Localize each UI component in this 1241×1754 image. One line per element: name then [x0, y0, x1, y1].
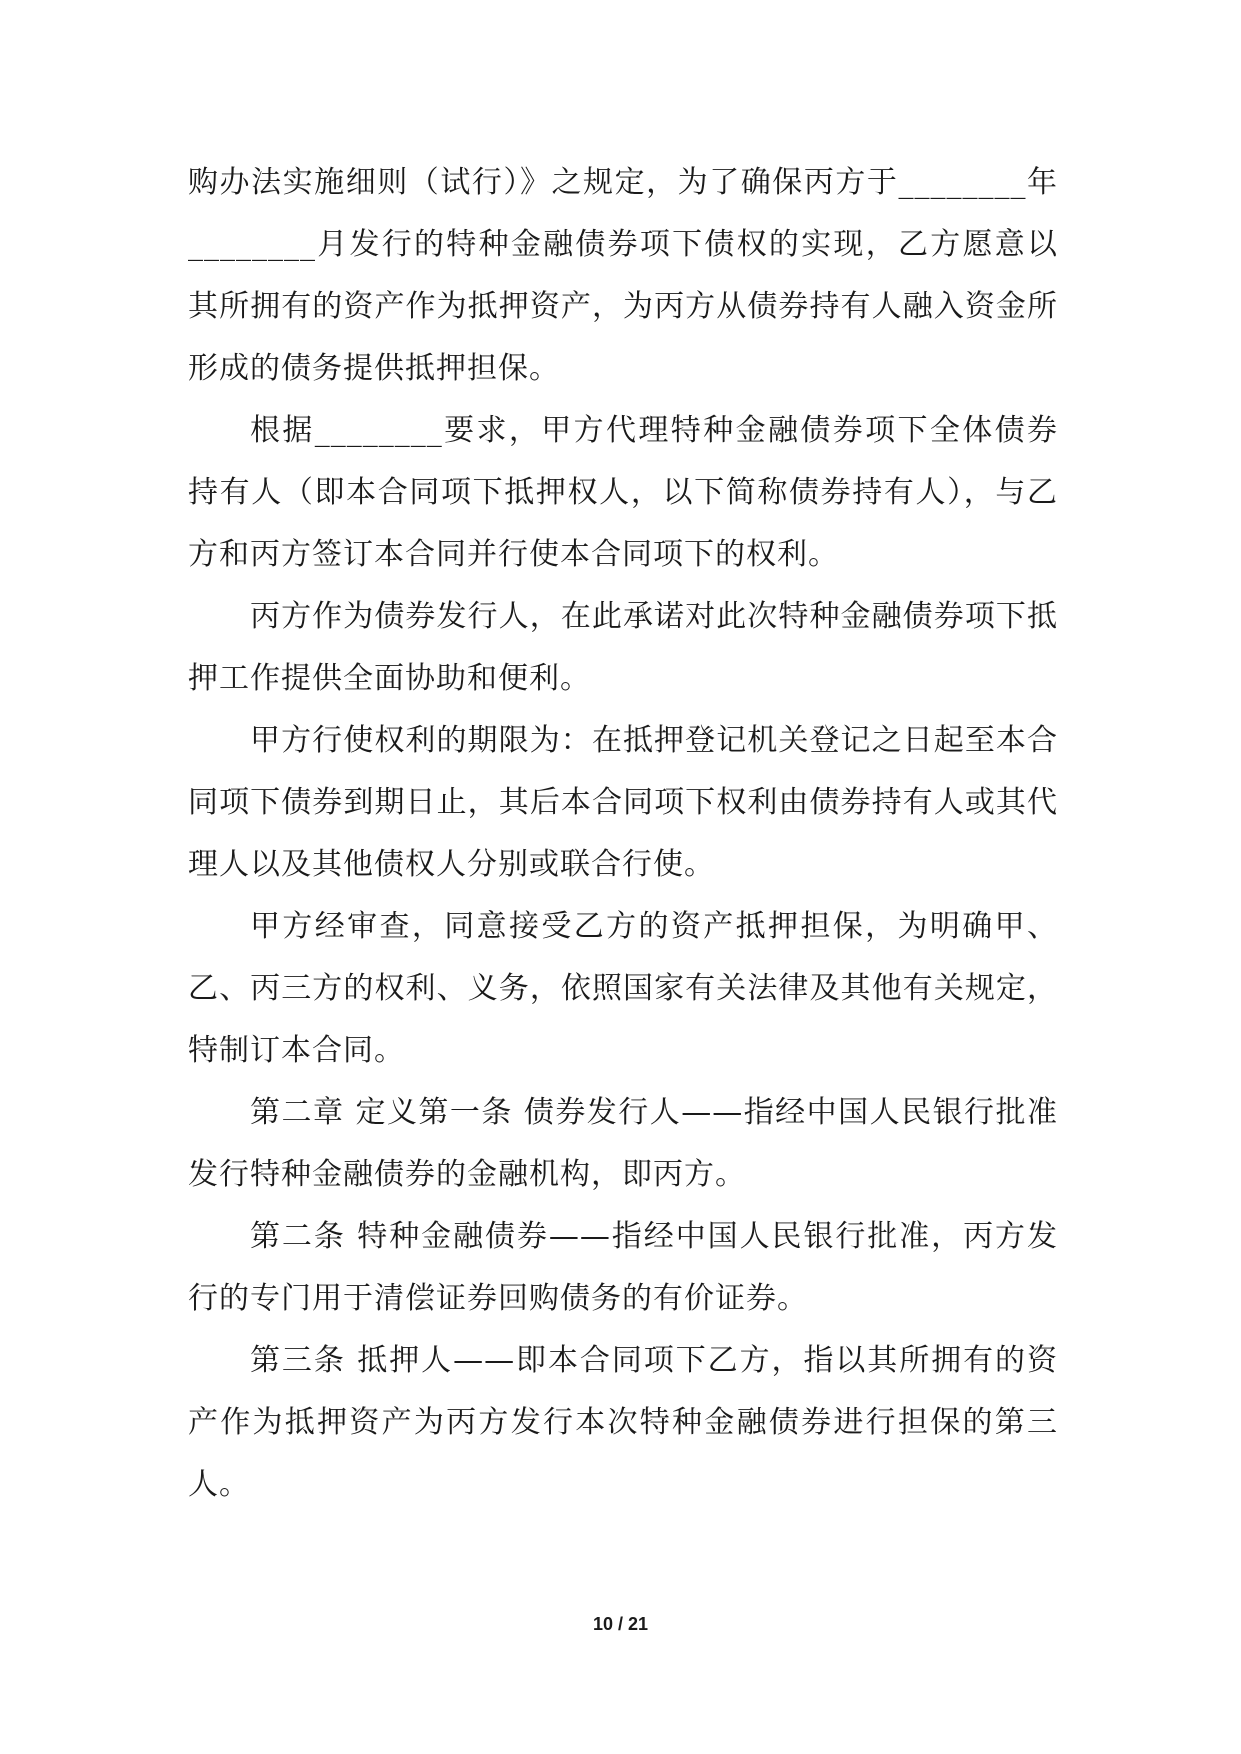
- paragraph-issuer-commitment: 丙方作为债券发行人，在此承诺对此次特种金融债券项下抵押工作提供全面协助和便利。: [188, 599, 1058, 696]
- paragraph-rights-period: 甲方行使权利的期限为：在抵押登记机关登记之日起至本合同项下债券到期日止，其后本合同项下权利由债券持有人或其代理人以及其他债权人分别或联合行使。: [188, 723, 1058, 882]
- page-number: 10 / 21: [592, 1614, 649, 1634]
- paragraph-continuation: 购办法实施细则（试行）》之规定，为了确保丙方于________年________月发行的特种金融债券项下债权的实现，乙方愿意以其所拥有的资产作为抵押资产，为丙方从债券持有人融入资金所形成的债务提供抵押担保。: [188, 165, 1058, 386]
- paragraph-chapter-two-article-one: 第二章 定义第一条 债券发行人——指经中国人民银行批准发行特种金融债券的金融机构，即丙方。: [188, 1095, 1058, 1192]
- paragraph-review-agreement: 甲方经审查，同意接受乙方的资产抵押担保，为明确甲、乙、丙三方的权利、义务，依照国家有关法律及其他有关规定，特制订本合同。: [188, 909, 1058, 1068]
- paragraph-requirement: 根据________要求，甲方代理特种金融债券项下全体债券持有人（即本合同项下抵押权人，以下简称债券持有人），与乙方和丙方签订本合同并行使本合同项下的权利。: [188, 413, 1058, 572]
- paragraph-article-two: 第二条 特种金融债券——指经中国人民银行批准，丙方发行的专门用于清偿证券回购债务的有价证券。: [188, 1219, 1058, 1316]
- document-body: [188, 152, 1058, 1516]
- paragraph-article-three: 第三条 抵押人——即本合同项下乙方，指以其所拥有的资产作为抵押资产为丙方发行本次特种金融债券进行担保的第三人。: [188, 1343, 1058, 1502]
